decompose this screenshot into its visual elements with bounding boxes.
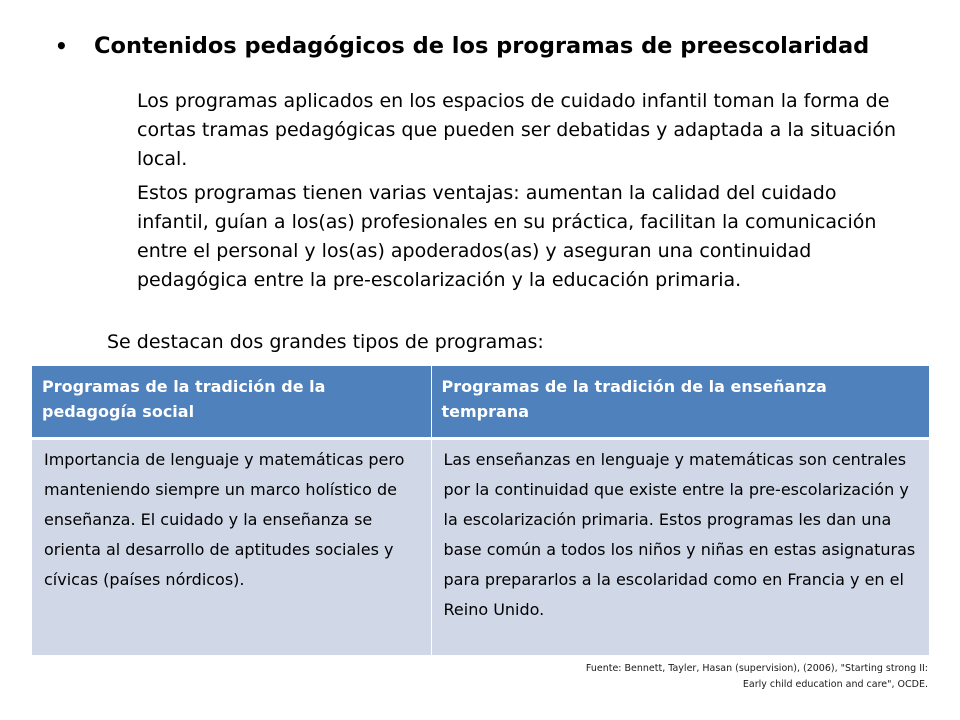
table-header-row bbox=[32, 366, 929, 439]
header-early-education: Programas de la tradición de la enseñanza temprana bbox=[431, 366, 929, 439]
header-social-pedagogy: Programas de la tradición de la pedagogía social bbox=[32, 366, 431, 439]
paragraph-programs-advantages: Estos programas tienen varias ventajas: aumentan la calidad del cuidado infantil, guían a los(as) profesionales en su práctica, facilitan la comunicación entre el personal y los(as) apoderados(as) y aseguran una continuidad pedagógica entre la pre-escolarización y la educación primaria. bbox=[137, 182, 877, 291]
table-row bbox=[32, 439, 929, 656]
source-line-2: Early child education and care", OCDE. bbox=[742, 679, 928, 690]
cell-social-pedagogy: Importancia de lenguaje y matemáticas pero manteniendo siempre un marco holístico de enseñanza. El cuidado y la enseñanza se orienta al desarrollo de aptitudes sociales y cívicas (países nórdicos). bbox=[32, 439, 431, 656]
bullet-icon: • bbox=[55, 34, 68, 58]
slide-title: Contenidos pedagógicos de los programas de preescolaridad bbox=[94, 33, 870, 59]
source-line-1: Fuente: Bennett, Tayler, Hasan (supervision), (2006), "Starting strong II: bbox=[585, 663, 928, 674]
paragraph-programs-description: Los programas aplicados en los espacios de cuidado infantil toman la forma de cortas tramas pedagógicas que pueden ser debatidas y adaptada a la situación local. bbox=[137, 90, 897, 170]
source-citation bbox=[468, 661, 928, 693]
table-intro-text: Se destacan dos grandes tipos de programas: bbox=[107, 331, 544, 353]
cell-early-education: Las enseñanzas en lenguaje y matemáticas son centrales por la continuidad que existe entre la pre-escolarización y la escolarización primaria. Estos programas les dan una base común a todos los niños y niñas en estas asignaturas para prepararlos a la escolaridad como en Francia y en el Reino Unido. bbox=[431, 439, 929, 656]
program-types-table bbox=[32, 366, 929, 655]
